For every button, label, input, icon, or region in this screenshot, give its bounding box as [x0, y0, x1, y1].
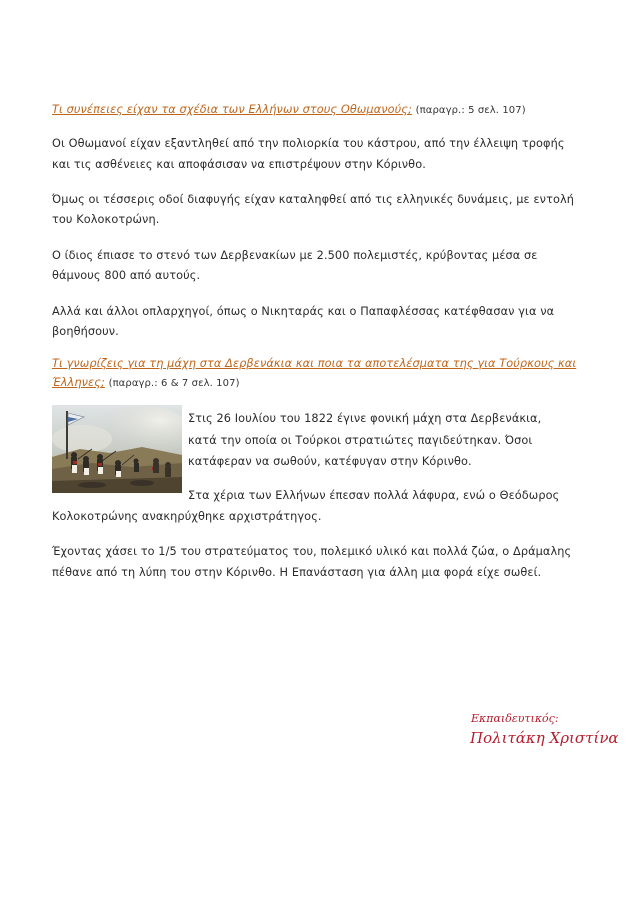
- question-2-line-2: [52, 376, 240, 389]
- paragraph-3-line-2: θάμνους 800 από αυτούς.: [52, 269, 201, 282]
- paragraph-6-line-1: Στα χέρια των Ελλήνων έπεσαν πολλά λάφυρα, ενώ ο Θεόδωρος: [188, 489, 560, 502]
- paragraph-4-line-2: βοηθήσουν.: [52, 325, 119, 338]
- signature-role: Εκπαιδευτικός:: [471, 712, 559, 725]
- paragraph-7-line-2: πέθανε από τη λύπη του στην Κόρινθο. Η Επανάσταση για άλλη μια φορά είχε σωθεί.: [52, 566, 542, 579]
- paragraph-5-line-2: κατά την οποία οι Τούρκοι στρατιώτες παγιδεύτηκαν. Όσοι: [188, 434, 533, 447]
- question-2-ref: (παραγρ.: 6 & 7 σελ. 107): [108, 378, 240, 389]
- question-2-title-line-2: Έλληνες;: [52, 376, 105, 389]
- paragraph-1-line-2: και τις ασθένειες και αποφάσισαν να επιστρέψουν στην Κόρινθο.: [52, 158, 426, 171]
- question-1-title: Τι συνέπειες είχαν τα σχέδια των Ελλήνων στους Οθωμανούς;: [52, 103, 412, 116]
- paragraph-4-line-1: Αλλά και άλλοι οπλαρχηγοί, όπως ο Νικηταράς και ο Παπαφλέσσας κατέφθασαν για να: [52, 305, 555, 318]
- paragraph-6-line-2: Κολοκοτρώνης ανακηρύχθηκε αρχιστράτηγος.: [52, 510, 322, 523]
- paragraph-7-line-1: Έχοντας χάσει το 1/5 του στρατεύματος του, πολεμικό υλικό και πολλά ζώα, ο Δράμαλης: [52, 545, 572, 558]
- signature-name: Πολιτάκη Χριστίνα: [470, 729, 619, 747]
- paragraph-1-line-1: Οι Οθωμανοί είχαν εξαντληθεί από την πολιορκία του κάστρου, από την έλλειψη τροφής: [52, 137, 565, 150]
- paragraph-5-line-1: Στις 26 Ιουλίου του 1822 έγινε φονική μάχη στα Δερβενάκια,: [188, 412, 542, 425]
- paragraph-3-line-1: Ο ίδιος έπιασε το στενό των Δερβενακίων με 2.500 πολεμιστές, κρύβοντας μέσα σε: [52, 249, 538, 262]
- paragraph-5-line-3: κατάφεραν να σωθούν, κατέφυγαν στην Κόρινθο.: [188, 455, 472, 468]
- paragraph-2-line-2: του Κολοκοτρώνη.: [52, 213, 160, 226]
- question-2-title-line-1: Τι γνωρίζεις για τη μάχη στα Δερβενάκια και ποια τα αποτελέσματα της για Τούρκους και: [52, 357, 577, 370]
- battle-painting-image: [52, 405, 182, 493]
- question-1-ref: (παραγρ.: 5 σελ. 107): [415, 105, 526, 116]
- paragraph-2-line-1: Όμως οι τέσσερις οδοί διαφυγής είχαν καταληφθεί από τις ελληνικές δυνάμεις, με εντολή: [52, 193, 575, 206]
- question-1: [52, 103, 526, 116]
